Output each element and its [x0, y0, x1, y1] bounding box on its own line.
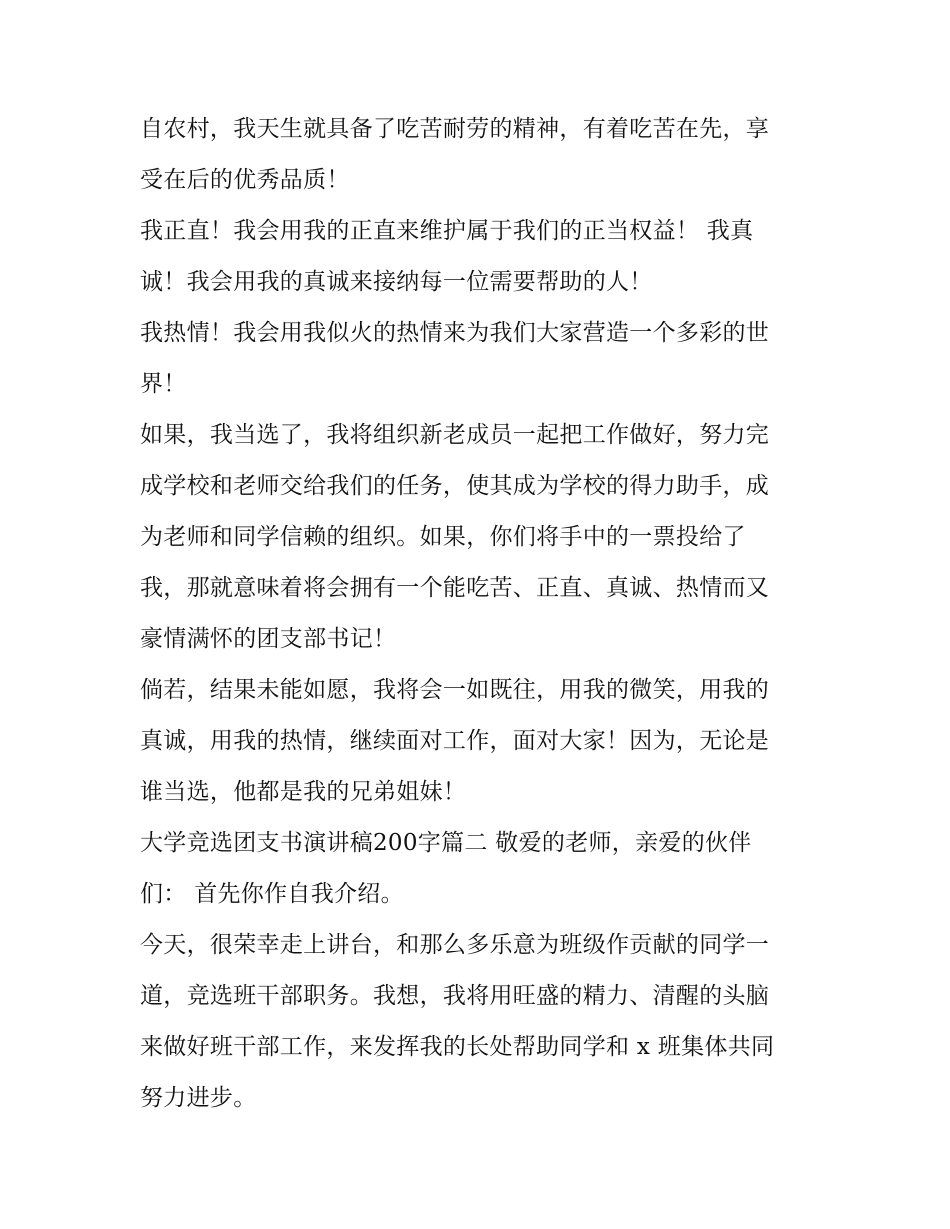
text-line: 受在后的优秀品质！ — [140, 167, 350, 193]
text-line: 我热情！我会用我似火的热情来为我们大家营造一个多彩的世 — [140, 320, 770, 346]
text-line: 豪情满怀的团支部书记！ — [140, 626, 397, 652]
text-line: 来做好班干部工作，来发挥我的长处帮助同学和 x 班集体共同 — [140, 1034, 775, 1060]
body-text — [140, 104, 820, 1124]
text-line: 们： 首先你作自我介绍。 — [140, 881, 404, 907]
text-line: 谁当选，他都是我的兄弟姐妹！ — [140, 779, 467, 805]
text-line: 今天，很荣幸走上讲台，和那么多乐意为班级作贡献的同学一 — [140, 932, 770, 958]
text-line: 如果，我当选了，我将组织新老成员一起把工作做好，努力完 — [140, 422, 770, 448]
text-line: 我，那就意味着将会拥有一个能吃苦、正直、真诚、热情而又 — [140, 575, 770, 601]
text-line: 倘若，结果未能如愿，我将会一如既往，用我的微笑，用我的 — [140, 677, 770, 703]
text-line: 大学竞选团支书演讲稿200字篇二 敬爱的老师，亲爱的伙伴 — [140, 830, 752, 856]
text-line: 真诚，用我的热情，继续面对工作，面对大家！因为，无论是 — [140, 728, 770, 754]
text-line: 自农村，我天生就具备了吃苦耐劳的精神，有着吃苦在先，享 — [140, 116, 770, 142]
text-line: 道，竞选班干部职务。我想，我将用旺盛的精力、清醒的头脑 — [140, 983, 770, 1009]
text-line: 界！ — [140, 371, 187, 397]
text-line: 为老师和同学信赖的组织。如果，你们将手中的一票投给了 — [140, 524, 746, 550]
text-line: 努力进步。 — [140, 1085, 257, 1111]
text-line: 诚！我会用我的真诚来接纳每一位需要帮助的人！ — [140, 269, 653, 295]
text-line: 我正直！我会用我的正直来维护属于我们的正当权益！ 我真 — [140, 218, 754, 244]
text-line: 成学校和老师交给我们的任务，使其成为学校的得力助手，成 — [140, 473, 770, 499]
